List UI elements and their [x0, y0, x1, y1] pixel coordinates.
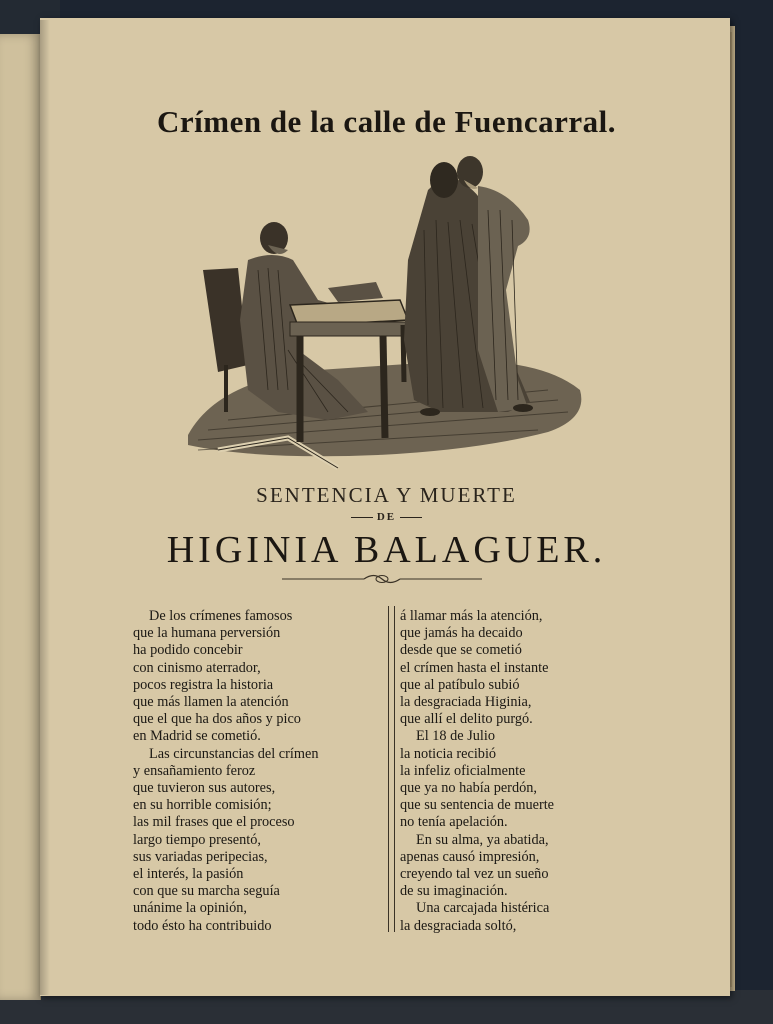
poem-line: desde que se cometió: [400, 642, 522, 659]
poem-line: Las circunstancias del crímen: [149, 745, 319, 762]
poem-line: apenas causó impresión,: [400, 848, 540, 865]
poem-line: todo ésto ha contribuido: [133, 917, 272, 934]
poem-line: que allí el delito purgó.: [400, 711, 533, 728]
poem-line: á llamar más la atención,: [400, 608, 543, 624]
poem-line: el crímen hasta el instante: [400, 659, 549, 676]
subtitle-connector: [0, 511, 773, 523]
ornament-divider: [282, 572, 482, 586]
poem-line: unánime la opinión,: [133, 900, 247, 917]
poem-line: que la humana perversión: [133, 625, 281, 642]
column-divider: [388, 606, 395, 932]
poem-line: largo tiempo presentó,: [133, 831, 261, 848]
poem-line: la desgraciada Higinia,: [400, 694, 532, 711]
poem-line: De los crímenes famosos: [149, 608, 293, 624]
poem-line: que al patíbulo subió: [400, 676, 520, 693]
connector-rule-left: [351, 517, 373, 518]
poem-line: la desgraciada soltó,: [400, 917, 517, 934]
poem-line: que más llamen la atención: [133, 694, 289, 711]
poem-line: que jamás ha decaido: [400, 625, 523, 642]
poem-right-column: [400, 608, 610, 935]
connector-text: DE: [376, 511, 397, 523]
poem-line: pocos registra la historia: [133, 676, 274, 693]
poem-line: en Madrid se cometió.: [133, 728, 261, 745]
poem-line: Una carcajada histérica: [416, 900, 550, 917]
poem-line: que su sentencia de muerte: [400, 797, 555, 814]
poem-line: que ya no había perdón,: [400, 780, 537, 797]
poem-line: que tuvieron sus autores,: [133, 780, 276, 797]
poem-line: con cinismo aterrador,: [133, 659, 261, 676]
person-name-heading: HIGINIA BALAGUER.: [166, 529, 607, 571]
poem-line: la noticia recibió: [400, 745, 497, 762]
poem-line: en su horrible comisión;: [133, 797, 272, 814]
poem-line: las mil frases que el proceso: [133, 814, 295, 831]
poem-line: y ensañamiento feroz: [133, 762, 256, 779]
poem-line: no tenía apelación.: [400, 814, 508, 831]
poem-line: la infeliz oficialmente: [400, 762, 526, 779]
poem-line: que el que ha dos años y pico: [133, 711, 301, 728]
poem-line: El 18 de Julio: [416, 728, 496, 745]
subtitle: SENTENCIA Y MUERTE: [256, 483, 517, 507]
poem-line: con que su marcha seguía: [133, 883, 280, 900]
poem-line: el interés, la pasión: [133, 866, 244, 883]
poem-line: sus variadas peripecias,: [133, 848, 268, 865]
poem-line: En su alma, ya abatida,: [416, 831, 549, 848]
woodcut-illustration: [178, 150, 590, 480]
poem-left-column: [133, 608, 383, 935]
poem-line: de su imaginación.: [400, 883, 508, 900]
poem-line: ha podido concebir: [133, 642, 243, 659]
poem-line: creyendo tal vez un sueño: [400, 866, 549, 883]
connector-rule-right: [400, 517, 422, 518]
document-title: Crímen de la calle de Fuencarral.: [156, 104, 616, 139]
